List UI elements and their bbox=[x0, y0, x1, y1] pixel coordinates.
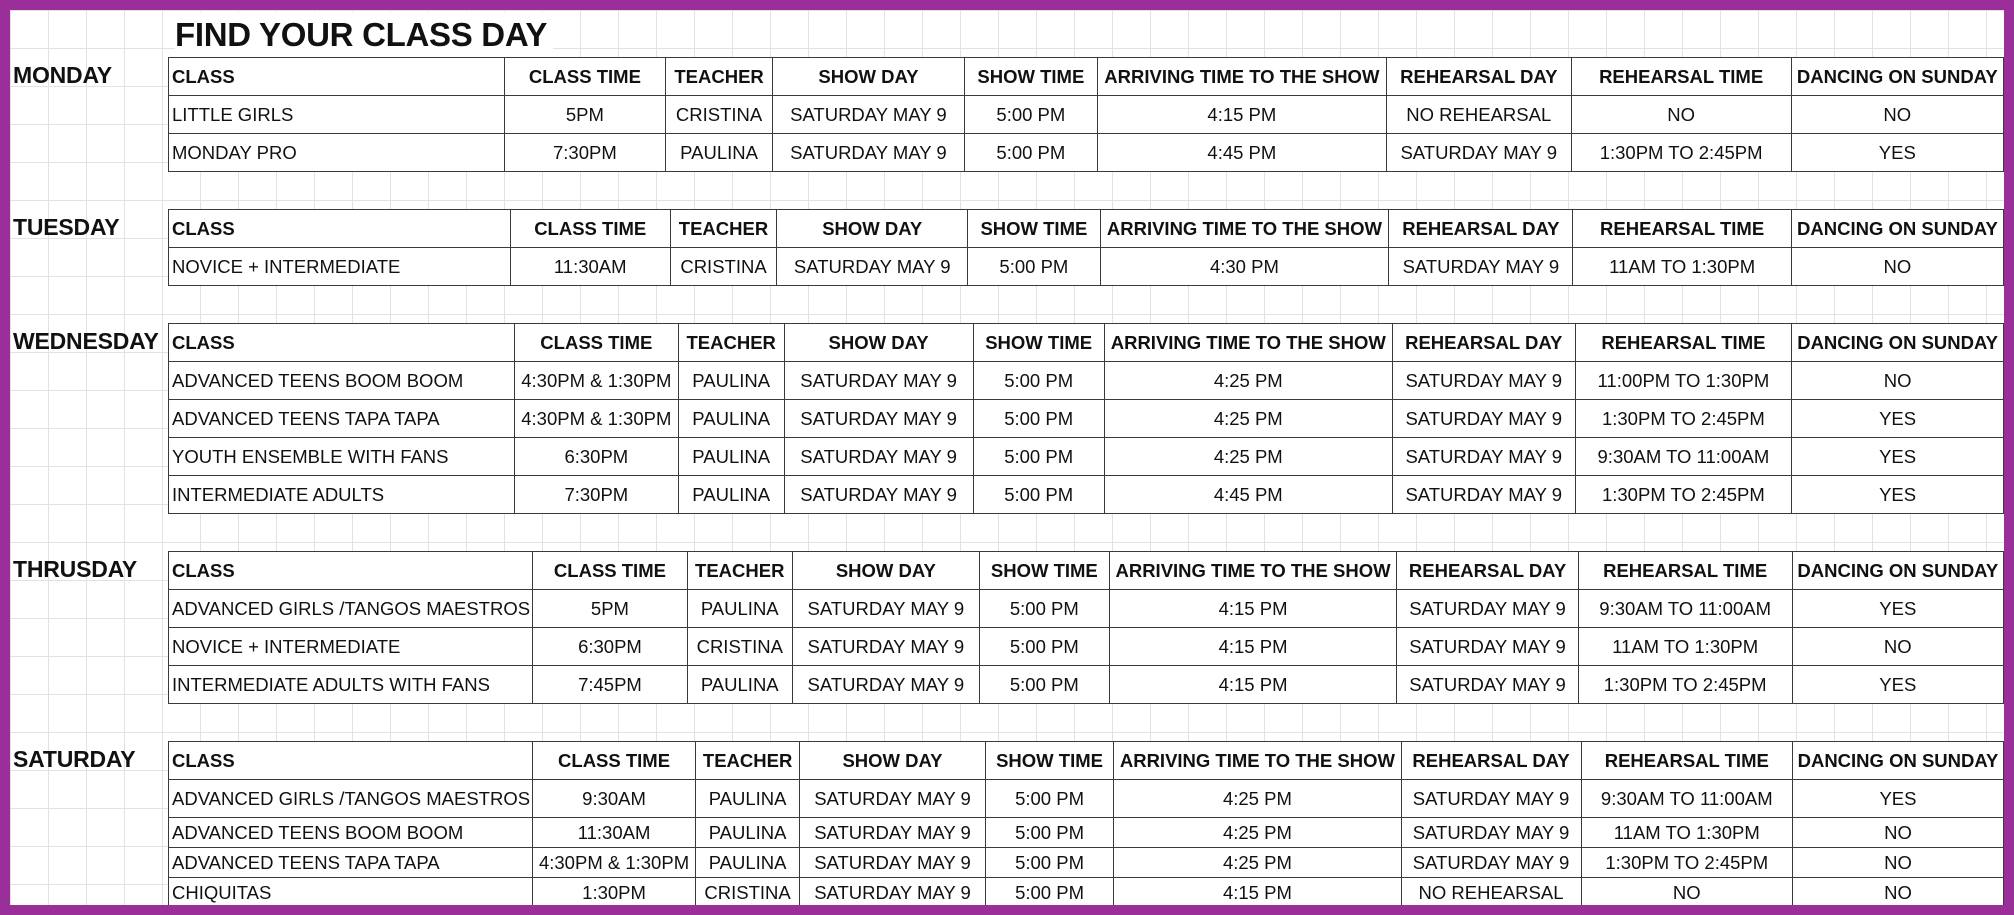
cell: 5PM bbox=[533, 590, 688, 628]
cell: 1:30PM TO 2:45PM bbox=[1571, 134, 1791, 172]
cell: NO bbox=[1581, 878, 1792, 906]
cell: 4:15 PM bbox=[1109, 666, 1397, 704]
day-label-wednesday: WEDNESDAY bbox=[13, 328, 159, 354]
cell: 5:00 PM bbox=[973, 476, 1104, 514]
cell: INTERMEDIATE ADULTS WITH FANS bbox=[169, 666, 533, 704]
cell: CRISTINA bbox=[687, 628, 792, 666]
col-header: CLASS TIME bbox=[533, 742, 696, 780]
cell: PAULINA bbox=[696, 848, 800, 878]
cell: SATURDAY MAY 9 bbox=[1401, 818, 1581, 848]
page-title: FIND YOUR CLASS DAY bbox=[175, 12, 553, 58]
cell: NOVICE + INTERMEDIATE bbox=[169, 248, 511, 286]
col-header: CLASS bbox=[169, 742, 533, 780]
col-header: TEACHER bbox=[696, 742, 800, 780]
cell: NO bbox=[1791, 248, 2003, 286]
col-header: CLASS TIME bbox=[533, 552, 688, 590]
cell: SATURDAY MAY 9 bbox=[784, 400, 973, 438]
cell: 1:30PM bbox=[533, 878, 696, 906]
cell: CRISTINA bbox=[666, 96, 773, 134]
col-header: TEACHER bbox=[666, 58, 773, 96]
cell: NO bbox=[1792, 628, 2003, 666]
col-header: REHEARSAL TIME bbox=[1581, 742, 1792, 780]
cell: 4:30PM & 1:30PM bbox=[533, 848, 696, 878]
cell: SATURDAY MAY 9 bbox=[784, 362, 973, 400]
col-header: ARRIVING TIME TO THE SHOW bbox=[1114, 742, 1401, 780]
cell: 5:00 PM bbox=[968, 248, 1100, 286]
cell: 4:15 PM bbox=[1109, 590, 1397, 628]
col-header: REHEARSAL DAY bbox=[1397, 552, 1578, 590]
table-row bbox=[169, 848, 2004, 878]
col-header: SHOW TIME bbox=[980, 552, 1110, 590]
cell: PAULINA bbox=[696, 780, 800, 818]
cell: NO bbox=[1792, 848, 2003, 878]
cell: 11AM TO 1:30PM bbox=[1578, 628, 1792, 666]
col-header: CLASS TIME bbox=[510, 210, 670, 248]
col-header: REHEARSAL DAY bbox=[1401, 742, 1581, 780]
col-header: ARRIVING TIME TO THE SHOW bbox=[1104, 324, 1392, 362]
cell: 9:30AM TO 11:00AM bbox=[1581, 780, 1792, 818]
cell: YES bbox=[1792, 666, 2003, 704]
table-row bbox=[169, 476, 2004, 514]
cell: 4:25 PM bbox=[1104, 400, 1392, 438]
col-header: DANCING ON SUNDAY bbox=[1791, 58, 2003, 96]
table-row bbox=[169, 248, 2004, 286]
cell: 4:15 PM bbox=[1109, 628, 1397, 666]
cell: SATURDAY MAY 9 bbox=[1401, 780, 1581, 818]
cell: YES bbox=[1792, 438, 2004, 476]
cell: NO bbox=[1792, 362, 2004, 400]
cell: 4:30PM & 1:30PM bbox=[514, 362, 678, 400]
col-header: SHOW TIME bbox=[985, 742, 1114, 780]
cell: CRISTINA bbox=[696, 878, 800, 906]
cell: YES bbox=[1792, 476, 2004, 514]
cell: SATURDAY MAY 9 bbox=[777, 248, 968, 286]
col-header: ARRIVING TIME TO THE SHOW bbox=[1097, 58, 1386, 96]
cell: NO REHEARSAL bbox=[1386, 96, 1571, 134]
cell: PAULINA bbox=[687, 666, 792, 704]
cell: 4:25 PM bbox=[1104, 362, 1392, 400]
col-header: SHOW TIME bbox=[964, 58, 1097, 96]
cell: MONDAY PRO bbox=[169, 134, 505, 172]
col-header: REHEARSAL TIME bbox=[1578, 552, 1792, 590]
cell: SATURDAY MAY 9 bbox=[1397, 628, 1578, 666]
col-header: DANCING ON SUNDAY bbox=[1791, 210, 2003, 248]
cell: PAULINA bbox=[678, 476, 784, 514]
cell: CRISTINA bbox=[670, 248, 776, 286]
cell: SATURDAY MAY 9 bbox=[800, 780, 986, 818]
header-row bbox=[169, 742, 2004, 780]
cell: 5:00 PM bbox=[985, 878, 1114, 906]
cell: SATURDAY MAY 9 bbox=[1392, 476, 1575, 514]
cell: 5:00 PM bbox=[973, 400, 1104, 438]
cell: SATURDAY MAY 9 bbox=[792, 628, 979, 666]
cell: SATURDAY MAY 9 bbox=[800, 818, 986, 848]
cell: 4:30 PM bbox=[1100, 248, 1389, 286]
cell: 4:45 PM bbox=[1104, 476, 1392, 514]
col-header: REHEARSAL DAY bbox=[1392, 324, 1575, 362]
day-label-tuesday: TUESDAY bbox=[13, 214, 120, 240]
cell: 5:00 PM bbox=[980, 628, 1110, 666]
col-header: DANCING ON SUNDAY bbox=[1792, 742, 2003, 780]
table-row bbox=[169, 438, 2004, 476]
cell: PAULINA bbox=[678, 400, 784, 438]
header-row bbox=[169, 58, 2004, 96]
cell: CHIQUITAS bbox=[169, 878, 533, 906]
cell: ADVANCED TEENS TAPA TAPA bbox=[169, 400, 515, 438]
cell: 4:15 PM bbox=[1097, 96, 1386, 134]
cell: ADVANCED TEENS BOOM BOOM bbox=[169, 818, 533, 848]
cell: 4:15 PM bbox=[1114, 878, 1401, 906]
cell: 7:45PM bbox=[533, 666, 688, 704]
table-row bbox=[169, 590, 2004, 628]
col-header: TEACHER bbox=[678, 324, 784, 362]
day-label-saturday: SATURDAY bbox=[13, 746, 136, 772]
cell: YOUTH ENSEMBLE WITH FANS bbox=[169, 438, 515, 476]
col-header: DANCING ON SUNDAY bbox=[1792, 324, 2004, 362]
cell: 9:30AM TO 11:00AM bbox=[1578, 590, 1792, 628]
cell: 4:45 PM bbox=[1097, 134, 1386, 172]
col-header: SHOW DAY bbox=[772, 58, 964, 96]
col-header: ARRIVING TIME TO THE SHOW bbox=[1109, 552, 1397, 590]
cell: 4:25 PM bbox=[1104, 438, 1392, 476]
cell: 5:00 PM bbox=[973, 438, 1104, 476]
cell: PAULINA bbox=[666, 134, 773, 172]
cell: 4:25 PM bbox=[1114, 818, 1401, 848]
cell: 1:30PM TO 2:45PM bbox=[1581, 848, 1792, 878]
cell: 7:30PM bbox=[504, 134, 666, 172]
schedule-table-saturday bbox=[168, 741, 2004, 905]
cell: LITTLE GIRLS bbox=[169, 96, 505, 134]
cell: SATURDAY MAY 9 bbox=[1386, 134, 1571, 172]
col-header: ARRIVING TIME TO THE SHOW bbox=[1100, 210, 1389, 248]
col-header: REHEARSAL TIME bbox=[1571, 58, 1791, 96]
table-row bbox=[169, 818, 2004, 848]
cell: ADVANCED GIRLS /TANGOS MAESTROS bbox=[169, 780, 533, 818]
cell: SATURDAY MAY 9 bbox=[1397, 666, 1578, 704]
cell: 11:00PM TO 1:30PM bbox=[1575, 362, 1792, 400]
table-row bbox=[169, 362, 2004, 400]
day-label-thursday: THRUSDAY bbox=[13, 556, 138, 582]
cell: 9:30AM TO 11:00AM bbox=[1575, 438, 1792, 476]
cell: 6:30PM bbox=[514, 438, 678, 476]
cell: SATURDAY MAY 9 bbox=[1389, 248, 1573, 286]
cell: 5PM bbox=[504, 96, 666, 134]
table-row bbox=[169, 780, 2004, 818]
cell: SATURDAY MAY 9 bbox=[772, 134, 964, 172]
cell: NO REHEARSAL bbox=[1401, 878, 1581, 906]
spreadsheet-sheet bbox=[10, 10, 2004, 905]
table-row bbox=[169, 878, 2004, 906]
table-row bbox=[169, 666, 2004, 704]
cell: NO bbox=[1571, 96, 1791, 134]
cell: NO bbox=[1792, 878, 2003, 906]
cell: YES bbox=[1792, 780, 2003, 818]
col-header: REHEARSAL TIME bbox=[1573, 210, 1791, 248]
header-row bbox=[169, 210, 2004, 248]
cell: 5:00 PM bbox=[980, 666, 1110, 704]
col-header: CLASS bbox=[169, 210, 511, 248]
col-header: SHOW TIME bbox=[968, 210, 1100, 248]
cell: 5:00 PM bbox=[973, 362, 1104, 400]
cell: SATURDAY MAY 9 bbox=[1397, 590, 1578, 628]
schedule-table-thursday bbox=[168, 551, 2004, 704]
cell: SATURDAY MAY 9 bbox=[800, 878, 986, 906]
cell: SATURDAY MAY 9 bbox=[784, 438, 973, 476]
cell: SATURDAY MAY 9 bbox=[792, 666, 979, 704]
col-header: TEACHER bbox=[687, 552, 792, 590]
cell: PAULINA bbox=[678, 438, 784, 476]
cell: SATURDAY MAY 9 bbox=[792, 590, 979, 628]
header-row bbox=[169, 552, 2004, 590]
cell: 5:00 PM bbox=[964, 96, 1097, 134]
col-header: SHOW DAY bbox=[800, 742, 986, 780]
table-row bbox=[169, 96, 2004, 134]
cell: INTERMEDIATE ADULTS bbox=[169, 476, 515, 514]
cell: NOVICE + INTERMEDIATE bbox=[169, 628, 533, 666]
cell: 11:30AM bbox=[533, 818, 696, 848]
cell: 9:30AM bbox=[533, 780, 696, 818]
col-header: SHOW TIME bbox=[973, 324, 1104, 362]
cell: 4:25 PM bbox=[1114, 780, 1401, 818]
col-header: SHOW DAY bbox=[784, 324, 973, 362]
cell: 6:30PM bbox=[533, 628, 688, 666]
cell: 7:30PM bbox=[514, 476, 678, 514]
cell: 1:30PM TO 2:45PM bbox=[1578, 666, 1792, 704]
col-header: SHOW DAY bbox=[777, 210, 968, 248]
cell: 5:00 PM bbox=[985, 818, 1114, 848]
col-header: CLASS bbox=[169, 552, 533, 590]
cell: 1:30PM TO 2:45PM bbox=[1575, 476, 1792, 514]
table-row bbox=[169, 628, 2004, 666]
col-header: DANCING ON SUNDAY bbox=[1792, 552, 2003, 590]
col-header: CLASS bbox=[169, 324, 515, 362]
cell: ADVANCED GIRLS /TANGOS MAESTROS bbox=[169, 590, 533, 628]
col-header: REHEARSAL TIME bbox=[1575, 324, 1792, 362]
cell: 5:00 PM bbox=[985, 848, 1114, 878]
col-header: CLASS bbox=[169, 58, 505, 96]
cell: 11:30AM bbox=[510, 248, 670, 286]
cell: SATURDAY MAY 9 bbox=[1401, 848, 1581, 878]
col-header: CLASS TIME bbox=[504, 58, 666, 96]
col-header: SHOW DAY bbox=[792, 552, 979, 590]
schedule-table-monday bbox=[168, 57, 2004, 172]
cell: SATURDAY MAY 9 bbox=[1392, 438, 1575, 476]
col-header: TEACHER bbox=[670, 210, 776, 248]
cell: 11AM TO 1:30PM bbox=[1581, 818, 1792, 848]
cell: PAULINA bbox=[696, 818, 800, 848]
cell: 11AM TO 1:30PM bbox=[1573, 248, 1791, 286]
table-row bbox=[169, 400, 2004, 438]
col-header: CLASS TIME bbox=[514, 324, 678, 362]
cell: YES bbox=[1791, 134, 2003, 172]
cell: YES bbox=[1792, 400, 2004, 438]
col-header: REHEARSAL DAY bbox=[1386, 58, 1571, 96]
cell: 5:00 PM bbox=[964, 134, 1097, 172]
cell: PAULINA bbox=[687, 590, 792, 628]
schedule-table-wednesday bbox=[168, 323, 2004, 514]
cell: SATURDAY MAY 9 bbox=[1392, 400, 1575, 438]
cell: ADVANCED TEENS TAPA TAPA bbox=[169, 848, 533, 878]
cell: 5:00 PM bbox=[985, 780, 1114, 818]
cell: NO bbox=[1792, 818, 2003, 848]
cell: NO bbox=[1791, 96, 2003, 134]
col-header: REHEARSAL DAY bbox=[1389, 210, 1573, 248]
cell: SATURDAY MAY 9 bbox=[772, 96, 964, 134]
header-row bbox=[169, 324, 2004, 362]
cell: 1:30PM TO 2:45PM bbox=[1575, 400, 1792, 438]
cell: SATURDAY MAY 9 bbox=[800, 848, 986, 878]
cell: YES bbox=[1792, 590, 2003, 628]
cell: 4:25 PM bbox=[1114, 848, 1401, 878]
cell: ADVANCED TEENS BOOM BOOM bbox=[169, 362, 515, 400]
cell: SATURDAY MAY 9 bbox=[784, 476, 973, 514]
cell: PAULINA bbox=[678, 362, 784, 400]
schedule-table-tuesday bbox=[168, 209, 2004, 286]
cell: SATURDAY MAY 9 bbox=[1392, 362, 1575, 400]
table-row bbox=[169, 134, 2004, 172]
day-label-monday: MONDAY bbox=[13, 62, 112, 88]
cell: 5:00 PM bbox=[980, 590, 1110, 628]
cell: 4:30PM & 1:30PM bbox=[514, 400, 678, 438]
